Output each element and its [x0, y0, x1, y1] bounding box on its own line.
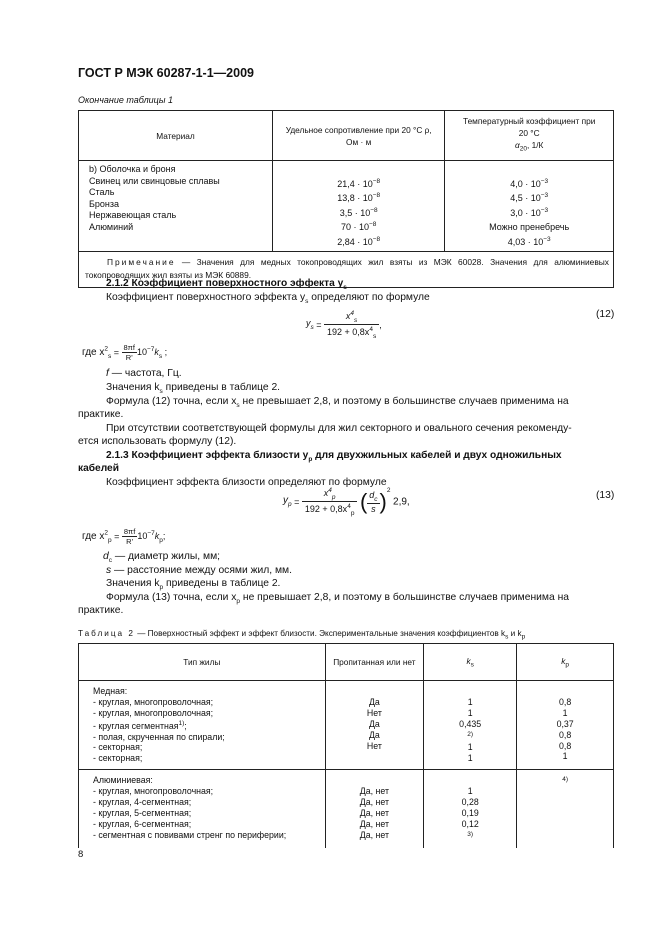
table1-header-material: Материал: [79, 111, 273, 161]
equation-12: [306, 310, 382, 340]
table2-ks-line: [424, 797, 516, 808]
spacer-c: [517, 686, 613, 697]
table2-type-line: [93, 732, 325, 743]
table2-ks-line: [424, 708, 516, 719]
kp-value: 0,37: [556, 718, 574, 729]
s212-p2b: приведены в таблице 2.: [162, 382, 281, 393]
eq13-tail: 2,9,: [393, 496, 410, 508]
s212-paragraph3: [106, 396, 569, 409]
table1-material-list: [89, 176, 272, 234]
table2-caption-label: Таблица 2: [78, 629, 135, 638]
table2-header-kp: [517, 644, 614, 681]
note-text: — Значения для медных токопроводящих жил взяты из МЭК 60028. Значения для алюминиевых токопроводящих жил взяты из МЭК 60889.: [85, 257, 609, 280]
s212-title-sub: s: [343, 284, 347, 292]
s212-p3sub: s: [236, 402, 240, 410]
table2-kp-line: [517, 730, 613, 741]
table1-resistivity-column: [273, 161, 445, 252]
s213-where-end: ;: [162, 530, 166, 541]
page-number: 8: [78, 849, 84, 860]
conductor-type: - круглая, многопроволочная;: [93, 696, 214, 707]
table2-copper-ks: [424, 697, 516, 764]
table1-coefficient: [445, 176, 613, 191]
s213-where-10: 10: [137, 530, 148, 541]
s212-p3b: не превышает 2,8, и поэтому в большинстве случаев применима на: [239, 396, 569, 407]
resistivity-exp: −8: [368, 221, 377, 228]
note-label: Примечание: [107, 257, 176, 267]
material-name: Алюминий: [89, 221, 134, 232]
s212-where-num: 8πf: [123, 343, 135, 352]
conductor-type: - сегментная с повивами стренг по периферии;: [93, 829, 287, 840]
s213-where-tail: [137, 529, 166, 544]
table1-header-resistivity-line1: Удельное сопротивление при 20 °С ρ,: [285, 124, 432, 135]
kp-value: 1: [562, 751, 568, 762]
material-name: Сталь: [89, 187, 115, 197]
eq13-dc-sub: c: [374, 495, 378, 503]
equation-13: [283, 487, 410, 517]
table2-kp-line: [517, 751, 613, 762]
table2-ks-line: [424, 786, 516, 797]
table2-kp-line: [517, 697, 613, 708]
table2-al-types: [93, 786, 325, 841]
s212-where-ksub: s: [158, 352, 163, 360]
s212-where-fraction: [122, 343, 137, 362]
table2-copper-impregnated: [326, 697, 423, 752]
table2-header-kp-sub: p: [565, 661, 570, 669]
s212-f-symbol: f: [106, 368, 109, 379]
table2-header-row: [79, 644, 614, 681]
eq13-num-sup: 4: [328, 487, 332, 494]
equation-13-number: (13): [596, 490, 615, 501]
table2-copper-kp-col: [517, 681, 614, 770]
table2-header-type: Тип жилы: [79, 644, 326, 681]
table2-ks-line: [424, 753, 516, 764]
table1-coef-column: [445, 161, 614, 252]
s212-paragraph4-cont: ется использовать формулу (12).: [78, 436, 237, 447]
eq13-lhs-sub: p: [288, 501, 292, 509]
table1-header-row: [79, 111, 614, 161]
table1-header-temp-line3: [445, 139, 613, 156]
table1-header-resistivity: [273, 111, 445, 161]
s213-where-label: [82, 531, 112, 542]
eq12-fraction: [324, 310, 379, 340]
impregnated-value: Нет: [366, 707, 382, 718]
s213-title-b: для двухжильных кабелей и двух одножильных: [312, 450, 562, 461]
eq12-tail: ,: [379, 319, 382, 330]
eq13-power: 2: [386, 487, 391, 494]
resistivity-value: 3,5 · 10: [339, 207, 371, 218]
spacer-a: [326, 686, 423, 697]
table2-impregnated-line: [326, 830, 423, 841]
s212-p1sub: s: [305, 298, 309, 306]
table2-type-line: [93, 742, 325, 753]
table2-type-line: [93, 719, 325, 732]
table1-coefficient: [445, 190, 613, 205]
impregnated-value: Да, нет: [359, 829, 389, 840]
resistivity-value: 13,8 · 10: [337, 193, 373, 203]
table1: [78, 110, 614, 288]
eq13-fraction: [302, 487, 358, 517]
table2-kp-line: [517, 708, 613, 719]
eq12-den-sub: s: [372, 332, 377, 340]
s212-paragraph4: При отсутствии соответствующей формулы для жил секторного и овального сечения рекоменду-: [106, 423, 572, 434]
s212-paragraph2: [106, 382, 280, 395]
conductor-type: - круглая, 4-сегментная;: [93, 797, 192, 808]
eq12-lhs: [306, 318, 314, 331]
coefficient-value: 4,5 · 10: [510, 193, 541, 203]
alpha-symbol: α: [515, 140, 520, 151]
s212-where-x: где x: [82, 346, 105, 358]
table2-impregnated-line: [326, 708, 423, 719]
s213-where: [82, 527, 165, 546]
alpha-subscript: 20: [519, 145, 527, 153]
resistivity-exp: −8: [370, 206, 378, 214]
material-name: Бронза: [89, 198, 120, 209]
table2-type-line: [93, 819, 325, 830]
s212-where-exp: −7: [146, 345, 155, 353]
conductor-type: - секторная;: [93, 742, 143, 753]
table1-material: [89, 222, 272, 234]
s212-p1a: Коэффициент поверхностного эффекта y: [106, 292, 306, 303]
conductor-type: - круглая сегментная: [93, 720, 179, 731]
s213-where-sup: 2: [104, 529, 108, 537]
s212-where-sub: s: [108, 352, 112, 360]
ks-value: 0,28: [461, 797, 479, 808]
s213-where-x: где x: [82, 530, 105, 542]
table1-resistivity: [273, 219, 444, 234]
coefficient-value: Можно пренебречь: [489, 222, 570, 232]
ks-value: 1: [467, 786, 473, 797]
table2-impregnated-line: [326, 730, 423, 741]
coefficient-value: 4,0 · 10: [510, 178, 541, 189]
s212-p2a: Значения k: [106, 382, 160, 393]
impregnated-value: Да: [368, 718, 380, 729]
s212-where-10: 10: [136, 346, 147, 357]
conductor-type: - круглая, 6-сегментная;: [93, 818, 192, 829]
eq12-den-sup: 4: [369, 325, 373, 333]
s213-paragraph2: [106, 578, 280, 591]
eq13-den-sub: p: [350, 509, 355, 517]
s213-title-sub: p: [308, 456, 313, 464]
s212-p2sub: s: [159, 388, 163, 396]
s213-where-k: k: [154, 530, 160, 541]
eq13-num-sub: p: [331, 493, 336, 501]
table2-copper-type-col: [79, 681, 326, 770]
s213-dc-definition: [103, 551, 220, 564]
table2-al-ks-col: [424, 770, 517, 848]
s212-where: [82, 343, 167, 362]
table2-copper-kp: [517, 697, 613, 762]
table1-material: [89, 187, 272, 199]
s213-s-def: — расстояние между осями жил, мм.: [111, 565, 292, 576]
table1-header-temp-line2: 20 °С: [518, 128, 540, 139]
table2-al-ks: [424, 786, 516, 842]
coefficient-exp: −3: [543, 235, 551, 243]
s213-paragraph1: Коэффициент эффекта близости определяют по формуле: [106, 477, 387, 488]
table2-header-kp-k: k: [561, 655, 566, 666]
table1-resistivity: [273, 234, 444, 249]
table1-header-temp-line1: Температурный коэффициент при: [462, 116, 596, 127]
spacer-b: [424, 686, 516, 697]
table1-resistivity: [273, 205, 444, 220]
conductor-type: - секторная;: [93, 753, 143, 764]
kp-value: 0,8: [559, 729, 572, 740]
table1-group-title: b) Оболочка и броня: [89, 164, 176, 174]
table2-al-kp-col: [517, 770, 614, 848]
conductor-type: - круглая, многопроволочная;: [93, 786, 214, 797]
table2-caption-text: — Поверхностный эффект и эффект близости. Экспериментальные значения коэффициентов k: [134, 629, 506, 638]
table2-impregnated-line: [326, 719, 423, 730]
resistivity-exp: −8: [372, 177, 381, 185]
table2-header-ks-sub: s: [470, 661, 474, 669]
table1-coef-list: [445, 176, 613, 249]
eq12-lhs-y: y: [306, 318, 311, 329]
document-header: ГОСТ Р МЭК 60287-1-1—2009: [78, 66, 254, 80]
s213-p3b: не превышает 2,8, и поэтому в большинстве случаев применима на: [240, 592, 569, 603]
eq13-lhs: [283, 495, 292, 508]
section-2-1-2-title: [106, 278, 347, 291]
s213-where-eq: =: [111, 531, 122, 542]
s213-p2a: Значения k: [106, 578, 160, 589]
s213-p3sub: p: [236, 598, 241, 606]
temp-coef-unit: , 1/К: [526, 140, 544, 151]
s212-where-label: [82, 347, 111, 358]
table1-header-temp-coef: [445, 111, 614, 161]
s213-dc-sub: c: [108, 557, 112, 565]
table2-impregnated-line: [326, 741, 423, 752]
impregnated-value: Да: [368, 729, 380, 740]
eq13-paren-close: ): [379, 488, 387, 514]
table2-header-impregnated: Пропитанная или нет: [325, 644, 423, 681]
eq12-numerator: [324, 310, 379, 325]
table2-copper-types: [93, 697, 325, 764]
s213-where-den: R': [126, 537, 134, 546]
table1-body-row: [79, 161, 614, 252]
coefficient-value: 4,03 · 10: [507, 236, 544, 247]
table2-type-line: [93, 708, 325, 719]
table2-type-line: [93, 797, 325, 808]
eq12-denominator: [324, 325, 379, 340]
s213-s-definition: [106, 565, 292, 576]
eq13-numerator: [302, 487, 358, 502]
table2-type-line: [93, 753, 325, 764]
table2-caption-p: p: [521, 633, 526, 641]
table1-material-column: [79, 161, 273, 252]
table2-ks-line: [424, 730, 516, 743]
table2-aluminium-group: [79, 770, 614, 848]
coefficient-value: 3,0 · 10: [510, 207, 541, 218]
conductor-type: - полая, скрученная по спирали;: [93, 731, 225, 742]
table1-material: [89, 199, 272, 211]
equation-12-number: (12): [596, 309, 615, 320]
eq13-ratio: [367, 490, 379, 514]
s213-where-fraction: [122, 527, 137, 546]
kp-value: 0,8: [559, 740, 572, 751]
s212-p3a: Формула (12) точна, если x: [106, 396, 237, 407]
s213-dc-def: — диаметр жилы, мм;: [111, 551, 221, 562]
table2-header-ks-k: k: [466, 655, 471, 666]
s212-where-end: ;: [162, 346, 168, 357]
section-2-1-3-title-cont: кабелей: [78, 463, 119, 474]
kp-value: 1: [562, 707, 568, 718]
s213-where-ksub: p: [159, 536, 163, 544]
table2-copper-title: Медная:: [93, 686, 128, 696]
table1-spacer2: [445, 164, 613, 176]
eq13-ratio-num: [367, 490, 379, 504]
resistivity-exp: −8: [372, 235, 381, 243]
table2-al-impregnated: [326, 786, 423, 841]
resistivity-value: 2,84 · 10: [337, 236, 373, 247]
table1-resistivity-list: [273, 176, 444, 249]
table2: [78, 643, 614, 848]
spacer-d: [326, 775, 423, 786]
resistivity-value: 21,4 · 10: [337, 178, 373, 189]
eq12-den-text: 192 + 0,8x: [327, 326, 370, 337]
eq12-num-sub: s: [354, 316, 358, 324]
s213-s-symbol: s: [106, 565, 112, 576]
table2-al-kp-note: 4): [562, 776, 569, 784]
table2-copper-ks-col: [424, 681, 517, 770]
table2-caption-s: s: [505, 633, 509, 641]
table1-header-resistivity-unit: Ом · м: [346, 136, 372, 147]
coefficient-exp: −3: [540, 177, 549, 185]
s212-where-eq: =: [111, 347, 122, 358]
table2-type-line: [93, 830, 325, 841]
table1-resistivity: [273, 176, 444, 191]
table1-resistivity: [273, 190, 444, 205]
table1-material: [89, 176, 272, 188]
s213-where-num: 8πf: [123, 527, 136, 536]
table2-copper-impregnated-col: [325, 681, 423, 770]
s212-paragraph1: [106, 292, 430, 305]
table2-type-line: [93, 697, 325, 708]
s213-paragraph3: [106, 592, 569, 605]
ks-value: 1: [467, 753, 473, 764]
impregnated-value: Да: [368, 696, 380, 707]
eq12-lhs-sub: s: [310, 324, 314, 332]
eq13-dc: d: [369, 489, 375, 500]
table2-ks-line: [424, 697, 516, 708]
table2-caption-and: и k: [508, 629, 522, 638]
s213-p2b: приведены в таблице 2.: [163, 578, 281, 589]
ks-value: 1: [467, 707, 473, 718]
table1-coefficient: [445, 234, 613, 249]
s213-dc-symbol: d: [103, 551, 109, 562]
s212-where-k: k: [154, 346, 159, 357]
eq13-lhs-y: y: [283, 495, 288, 507]
impregnated-value: Да, нет: [359, 797, 389, 808]
eq12-num-x: x: [345, 311, 351, 321]
conductor-type-footnote: 1): [178, 719, 185, 727]
eq13-num-x: x: [323, 488, 329, 498]
spacer-e: [424, 775, 516, 786]
table2-ks-line: [424, 830, 516, 843]
eq13-paren-open: (: [359, 488, 368, 514]
table2-ks-line: [424, 742, 516, 753]
s213-title-a: 2.1.3 Коэффициент эффекта близости y: [106, 450, 309, 461]
eq13-denominator: [302, 502, 358, 517]
s212-where-sup: 2: [104, 345, 108, 353]
table1-coefficient: [445, 219, 613, 234]
table2-ks-line: [424, 808, 516, 819]
table2-kp-line: [517, 719, 613, 730]
coefficient-exp: −3: [540, 206, 549, 214]
table2-caption: [78, 629, 525, 641]
impregnated-value: Да, нет: [359, 807, 389, 818]
table2-type-line: [93, 786, 325, 797]
eq13-den-text: 192 + 0,8x: [304, 503, 348, 514]
table1-caption: Окончание таблицы 1: [78, 95, 173, 105]
eq12-num-sup: 4: [350, 310, 355, 317]
table2-type-line: [93, 808, 325, 819]
resistivity-value: 70 · 10: [340, 222, 369, 232]
s212-where-tail: [136, 345, 168, 360]
kp-value: 0,8: [559, 696, 572, 707]
ks-value: 0,12: [461, 818, 479, 829]
eq12-equals: =: [313, 319, 325, 330]
ks-value: 0,19: [461, 807, 479, 818]
s213-where-sub: p: [108, 536, 112, 544]
impregnated-value: Да, нет: [359, 786, 389, 797]
ks-value: 0,435: [459, 718, 482, 729]
impregnated-value: Нет: [366, 740, 382, 751]
material-name: Свинец или свинцовые сплавы: [89, 175, 220, 186]
table2-header-ks: [424, 644, 517, 681]
s213-p3a: Формула (13) точна, если x: [106, 592, 237, 603]
s212-f-definition: [106, 368, 182, 379]
coefficient-exp: −3: [540, 192, 549, 199]
s212-title-text: 2.1.2 Коэффициент поверхностного эффекта y: [106, 278, 344, 289]
table2-copper-group: [79, 681, 614, 770]
table2-al-impregnated-col: [325, 770, 423, 848]
s212-where-den: R': [125, 353, 133, 362]
section-2-1-3-title: [106, 450, 562, 463]
s213-paragraph3-cont: практике.: [78, 605, 124, 616]
eq13-den-sup: 4: [347, 502, 351, 510]
table2-impregnated-line: [326, 819, 423, 830]
ks-footnote: 3): [467, 830, 474, 838]
s212-paragraph3-cont: практике.: [78, 409, 124, 420]
ks-value: 1: [467, 742, 473, 753]
eq13-ratio-den: s: [371, 503, 376, 514]
table2-al-title: Алюминиевая:: [93, 775, 153, 786]
table1-spacer: [273, 164, 444, 176]
s212-p1b: определяют по формуле: [308, 292, 430, 303]
conductor-type-end: ;: [184, 720, 187, 731]
ks-value: 1: [467, 696, 473, 707]
conductor-type: - круглая, многопроволочная;: [93, 707, 214, 718]
table2-impregnated-line: [326, 786, 423, 797]
ks-footnote: 2): [467, 730, 474, 738]
resistivity-exp: −8: [372, 192, 381, 199]
eq13-equals: =: [291, 496, 302, 507]
table2-impregnated-line: [326, 797, 423, 808]
table1-material: [89, 210, 272, 222]
table2-kp-line: [517, 741, 613, 752]
conductor-type: - круглая, 5-сегментная;: [93, 807, 192, 818]
table2-ks-line: [424, 719, 516, 730]
table2-ks-line: [424, 819, 516, 830]
s213-where-exp: −7: [147, 529, 155, 537]
material-name: Нержавеющая сталь: [89, 210, 177, 220]
table2-al-type-col: [79, 770, 326, 848]
impregnated-value: Да, нет: [359, 818, 389, 829]
s213-p2sub: p: [159, 584, 164, 592]
table1-coefficient: [445, 205, 613, 220]
s212-f-def: — частота, Гц.: [108, 368, 182, 379]
table2-impregnated-line: [326, 808, 423, 819]
table2-impregnated-line: [326, 697, 423, 708]
